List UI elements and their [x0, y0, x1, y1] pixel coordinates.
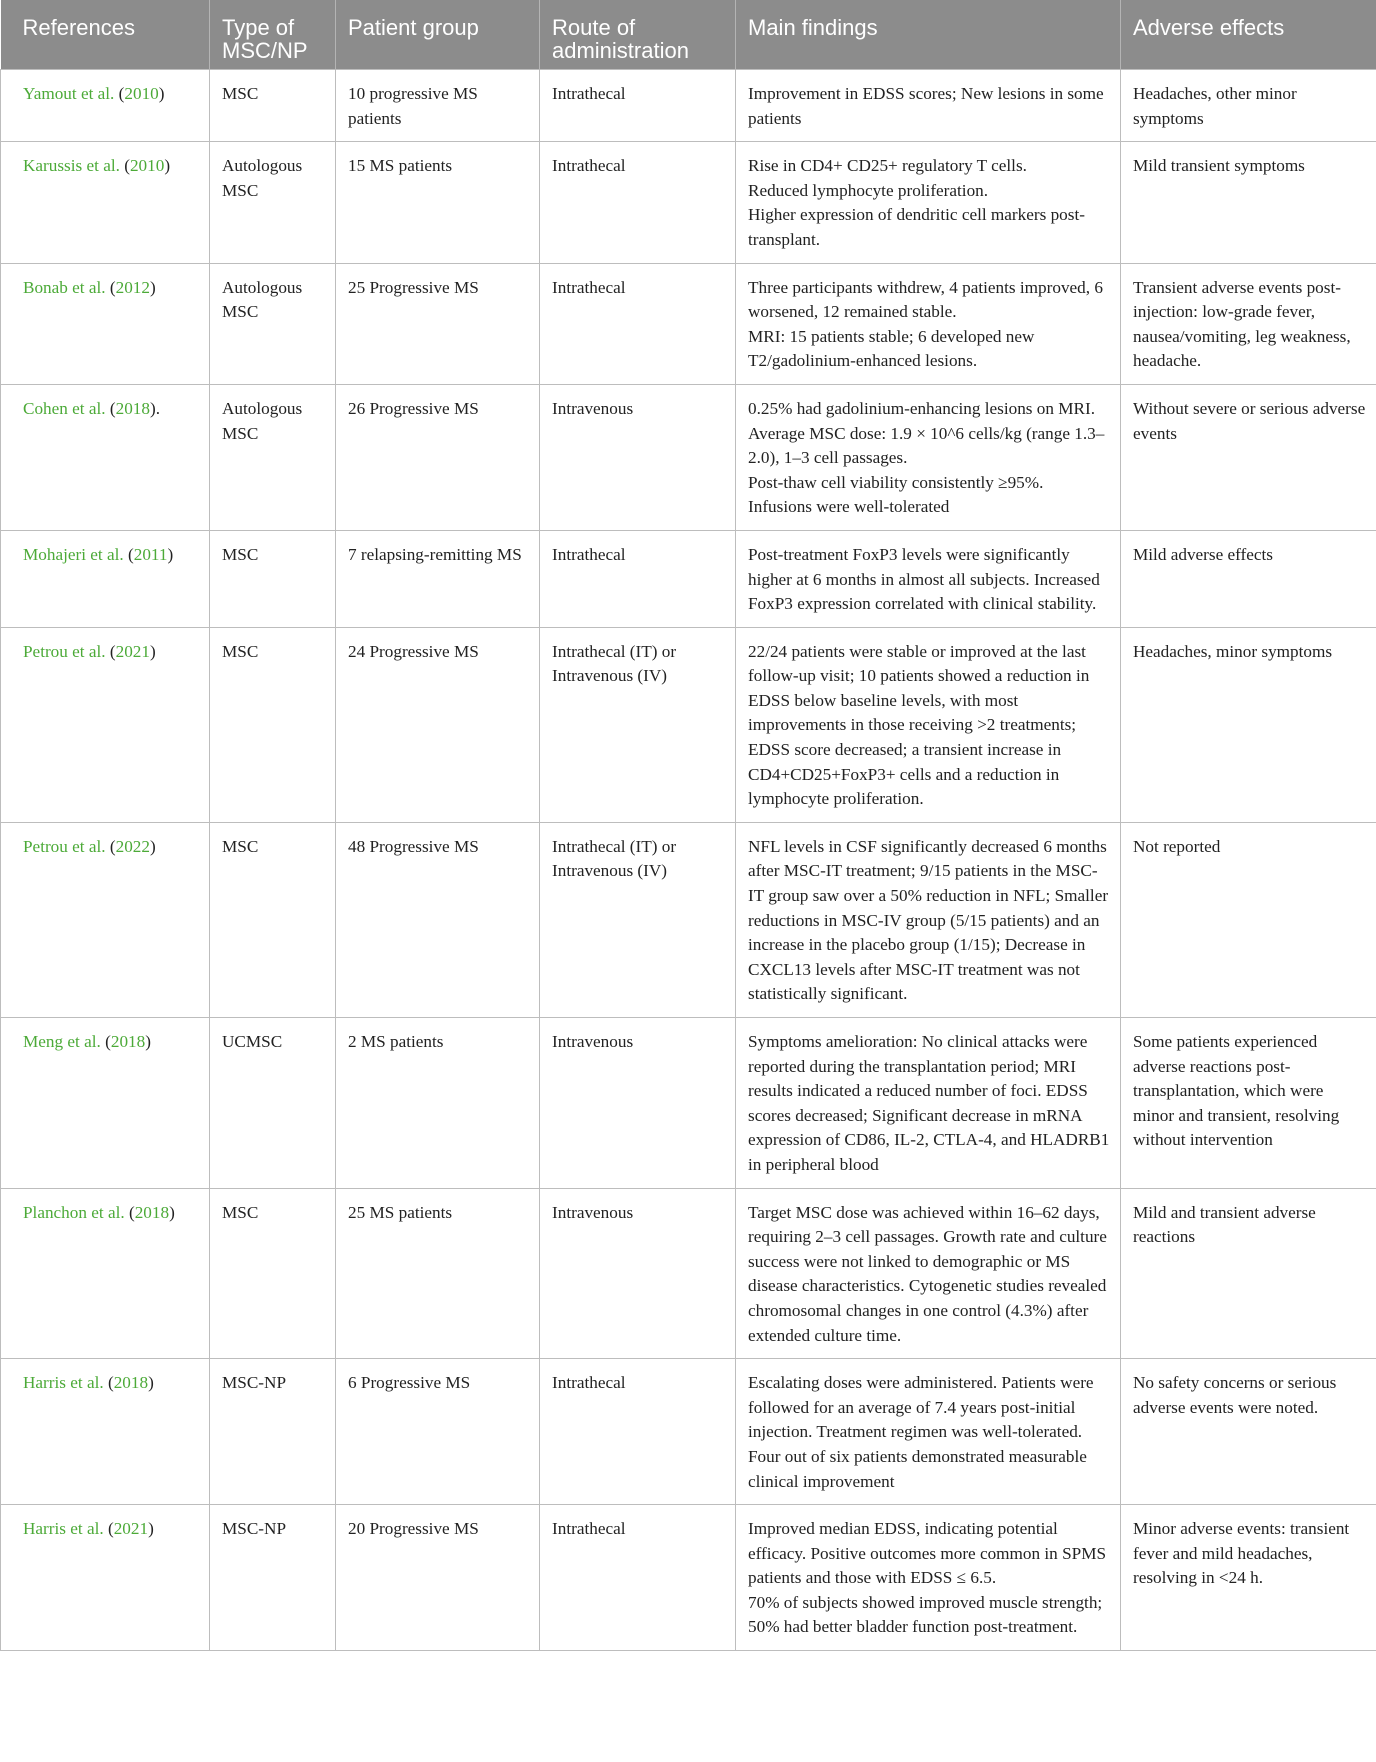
msc-type-cell: MSC-NP — [210, 1359, 336, 1505]
patient-group-cell: 2 MS patients — [336, 1018, 540, 1189]
msc-type-cell: MSC — [210, 70, 336, 142]
header-main-findings: Main findings — [736, 0, 1121, 70]
main-findings-cell — [736, 263, 1121, 384]
finding-line: MRI: 15 patients stable; 6 developed new T2/gadolinium-enhanced lesions. — [748, 326, 1035, 371]
msc-type-cell: MSC — [210, 1188, 336, 1359]
header-patient-group: Patient group — [336, 0, 540, 70]
main-findings-cell — [736, 1188, 1121, 1359]
table-row — [1, 263, 1376, 384]
header-row — [1, 0, 1376, 70]
patient-group-cell: 7 relapsing-remitting MS — [336, 530, 540, 627]
finding-line: Reduced lymphocyte proliferation. — [748, 180, 989, 200]
reference-cell: Petrou et al. (2021) — [1, 627, 210, 822]
citation-authors-link[interactable]: Meng et al. — [23, 1032, 101, 1051]
finding-line: Three participants withdrew, 4 patients improved, 6 worsened, 12 remained stable. — [748, 277, 1103, 322]
route-cell: Intrathecal (IT) or Intravenous (IV) — [540, 627, 736, 822]
adverse-effects-cell: Mild transient symptoms — [1121, 142, 1376, 263]
citation-authors-link[interactable]: Bonab et al. — [23, 277, 106, 297]
adverse-effects-cell: Without severe or serious adverse events — [1121, 384, 1376, 530]
table-row — [1, 822, 1376, 1017]
finding-line: 0.25% had gadolinium-enhancing lesions on MRI. Average MSC dose: 1.9 × 10^6 cells/kg (range 1.3–2.0), 1–3 cell passages. — [748, 398, 1105, 468]
patient-group-cell: 15 MS patients — [336, 142, 540, 263]
msc-type-cell: Autologous MSC — [210, 263, 336, 384]
citation-suffix: . — [155, 398, 161, 418]
main-findings-cell — [736, 1018, 1121, 1189]
patient-group-cell: 25 Progressive MS — [336, 263, 540, 384]
reference-cell: Mohajeri et al. (2011) — [1, 530, 210, 627]
finding-line: Escalating doses were administered. Patients were followed for an average of 7.4 years post-initial injection. Treatment regimen was well-tolerated. Four out of six patients demonstrated measurable clinical improvement — [748, 1373, 1094, 1491]
adverse-effects-cell: Headaches, other minor symptoms — [1121, 70, 1376, 142]
table-row — [1, 1018, 1376, 1189]
header-route: Route of administration — [540, 0, 736, 70]
adverse-effects-cell: No safety concerns or serious adverse events were noted. — [1121, 1359, 1376, 1505]
citation-authors-link[interactable]: Cohen et al. — [23, 398, 106, 418]
citation-year-link[interactable]: 2018 — [134, 1202, 170, 1222]
table-header — [1, 0, 1376, 70]
reference-cell: Bonab et al. (2012) — [1, 263, 210, 384]
table-row — [1, 142, 1376, 263]
citation-year-link[interactable]: 2010 — [129, 156, 165, 176]
route-cell: Intrathecal (IT) or Intravenous (IV) — [540, 822, 736, 1017]
main-findings-cell — [736, 627, 1121, 822]
route-cell: Intravenous — [540, 384, 736, 530]
msc-type-cell: MSC — [210, 822, 336, 1017]
patient-group-cell: 10 progressive MS patients — [336, 70, 540, 142]
citation-authors-link[interactable]: Planchon et al. — [23, 1202, 125, 1222]
main-findings-cell — [736, 822, 1121, 1017]
msc-type-cell: MSC — [210, 627, 336, 822]
citation-year-link[interactable]: 2018 — [113, 1373, 149, 1393]
route-cell: Intrathecal — [540, 70, 736, 142]
finding-line: 22/24 patients were stable or improved at the last follow-up visit; 10 patients showed a reduction in EDSS below baseline levels, with most improvements in those receiving >2 treatments; EDSS score decreased; a transient increase in CD4+CD25+FoxP3+ cells and a reduction in lymphocyte proliferation. — [748, 641, 1090, 809]
finding-line: NFL levels in CSF significantly decreased 6 months after MSC-IT treatment; 9/15 patients in the MSC-IT group saw over a 50% reduction in NFL; Smaller reductions in MSC-IV group (5/15 patients) and an increase in the placebo group (1/15); Decrease in CXCL13 levels after MSC-IT treatment was not statistically significant. — [748, 836, 1109, 1004]
reference-cell: Cohen et al. (2018). — [1, 384, 210, 530]
finding-line: Improved median EDSS, indicating potential efficacy. Positive outcomes more common in SPMS patients and those with EDSS ≤ 6.5. — [748, 1519, 1107, 1588]
reference-cell: Harris et al. (2021) — [1, 1505, 210, 1651]
table-row — [1, 384, 1376, 530]
finding-line: Post-thaw cell viability consistently ≥95%. — [748, 472, 1044, 492]
table-row — [1, 1359, 1376, 1505]
main-findings-cell — [736, 1359, 1121, 1505]
table-row — [1, 1188, 1376, 1359]
header-type: Type of MSC/NP — [210, 0, 336, 70]
adverse-effects-cell: Transient adverse events post-injection: low-grade fever, nausea/vomiting, leg weakness, headache. — [1121, 263, 1376, 384]
route-cell: Intrathecal — [540, 263, 736, 384]
citation-year-link[interactable]: 2012 — [115, 277, 150, 297]
table-body — [1, 70, 1376, 1651]
route-cell: Intravenous — [540, 1188, 736, 1359]
finding-line: Post-treatment FoxP3 levels were significantly higher at 6 months in almost all subjects. Increased FoxP3 expression correlated with clinical stability. — [748, 544, 1100, 614]
finding-line: Symptoms amelioration: No clinical attacks were reported during the transplantation period; MRI results indicated a reduced number of foci. EDSS scores decreased; Significant decrease in mRNA expression of CD86, IL-2, CTLA-4, and HLADRB1 in peripheral blood — [748, 1032, 1110, 1174]
patient-group-cell: 25 MS patients — [336, 1188, 540, 1359]
route-cell: Intravenous — [540, 1018, 736, 1189]
citation-authors-link[interactable]: Yamout et al. — [23, 84, 115, 103]
table-row — [1, 627, 1376, 822]
reference-cell: Harris et al. (2018) — [1, 1359, 210, 1505]
main-findings-cell — [736, 70, 1121, 142]
patient-group-cell: 20 Progressive MS — [336, 1505, 540, 1651]
msc-type-cell: Autologous MSC — [210, 384, 336, 530]
msc-type-cell: MSC — [210, 530, 336, 627]
main-findings-cell — [736, 1505, 1121, 1651]
table-row — [1, 1505, 1376, 1651]
reference-cell: Meng et al. (2018) — [1, 1018, 210, 1189]
finding-line: Infusions were well-tolerated — [748, 497, 950, 517]
route-cell: Intrathecal — [540, 1359, 736, 1505]
patient-group-cell: 48 Progressive MS — [336, 822, 540, 1017]
citation-year-link[interactable]: 2022 — [115, 836, 150, 856]
finding-line: Improvement in EDSS scores; New lesions in some patients — [748, 84, 1104, 128]
patient-group-cell: 24 Progressive MS — [336, 627, 540, 822]
finding-line: 70% of subjects showed improved muscle strength; 50% had better bladder function post-treatment. — [748, 1592, 1103, 1637]
citation-authors-link[interactable]: Petrou et al. — [23, 836, 106, 856]
route-cell: Intrathecal — [540, 530, 736, 627]
citation-year-link[interactable]: 2010 — [124, 84, 159, 103]
adverse-effects-cell: Not reported — [1121, 822, 1376, 1017]
finding-line: Higher expression of dendritic cell markers post-transplant. — [748, 205, 1085, 249]
msc-type-cell: UCMSC — [210, 1018, 336, 1189]
header-adverse-effects: Adverse effects — [1121, 0, 1376, 70]
adverse-effects-cell: Mild adverse effects — [1121, 530, 1376, 627]
citation-year-link[interactable]: 2018 — [110, 1032, 146, 1051]
reference-cell: Yamout et al. (2010) — [1, 70, 210, 142]
header-references: References — [1, 0, 210, 70]
msc-type-cell: Autologous MSC — [210, 142, 336, 263]
adverse-effects-cell: Headaches, minor symptoms — [1121, 627, 1376, 822]
adverse-effects-cell: Some patients experienced adverse reactions post-transplantation, which were minor and transient, resolving without intervention — [1121, 1018, 1376, 1189]
patient-group-cell: 26 Progressive MS — [336, 384, 540, 530]
main-findings-cell — [736, 530, 1121, 627]
msc-type-cell: MSC-NP — [210, 1505, 336, 1651]
patient-group-cell: 6 Progressive MS — [336, 1359, 540, 1505]
citation-year-link[interactable]: 2021 — [113, 1519, 149, 1539]
citation-authors-link[interactable]: Mohajeri et al. — [23, 544, 124, 564]
citation-authors-link[interactable]: Petrou et al. — [23, 641, 106, 661]
reference-cell: Planchon et al. (2018) — [1, 1188, 210, 1359]
finding-line: Rise in CD4+ CD25+ regulatory T cells. — [748, 156, 1027, 176]
citation-authors-link[interactable]: Harris et al. — [23, 1373, 104, 1393]
route-cell: Intrathecal — [540, 142, 736, 263]
adverse-effects-cell: Minor adverse events: transient fever and mild headaches, resolving in <24 h. — [1121, 1505, 1376, 1651]
citation-year-link[interactable]: 2018 — [115, 398, 150, 418]
reference-cell: Petrou et al. (2022) — [1, 822, 210, 1017]
route-cell: Intrathecal — [540, 1505, 736, 1651]
main-findings-cell — [736, 384, 1121, 530]
citation-year-link[interactable]: 2021 — [115, 641, 150, 661]
citation-year-link[interactable]: 2011 — [133, 544, 168, 564]
finding-line: Target MSC dose was achieved within 16–62 days, requiring 2–3 cell passages. Growth rate and culture success were not linked to demographic or MS disease characteristics. Cytogenetic studies revealed chromosomal changes in one control (4.3%) after extended culture time. — [748, 1202, 1107, 1345]
reference-cell: Karussis et al. (2010) — [1, 142, 210, 263]
citation-authors-link[interactable]: Karussis et al. — [23, 156, 120, 176]
adverse-effects-cell: Mild and transient adverse reactions — [1121, 1188, 1376, 1359]
main-findings-cell — [736, 142, 1121, 263]
citation-authors-link[interactable]: Harris et al. — [23, 1519, 104, 1539]
table-row — [1, 70, 1376, 142]
table-row — [1, 530, 1376, 627]
